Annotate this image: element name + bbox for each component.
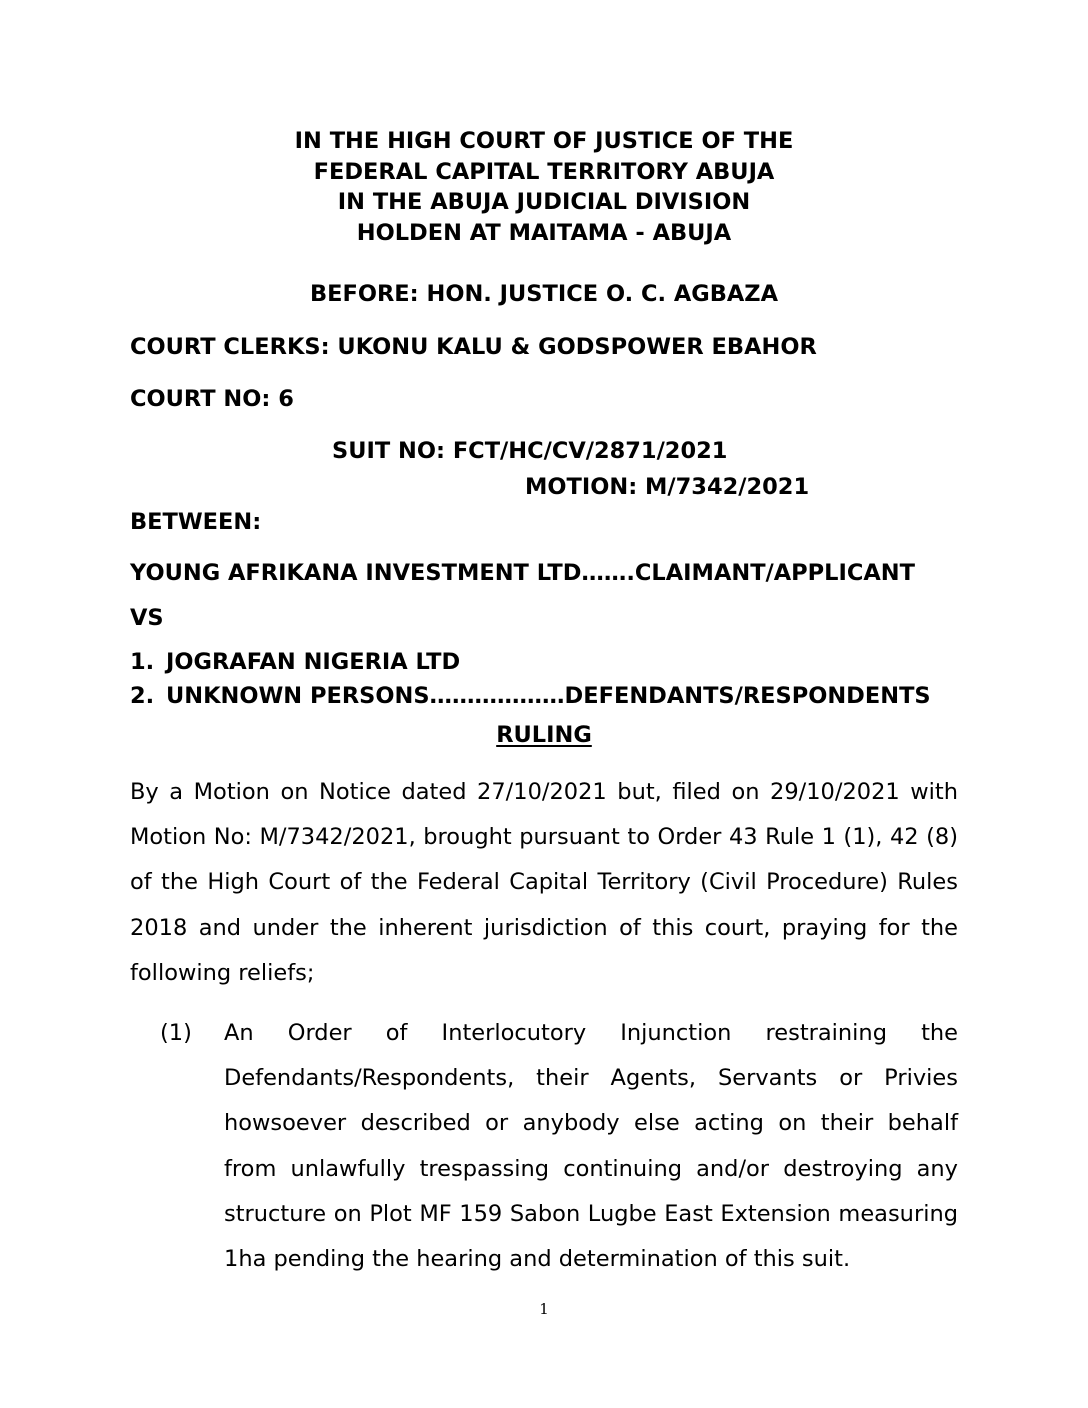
defendant-2-name: UNKNOWN PERSONS………………DEFENDANTS/RESPONDENTS xyxy=(166,683,931,709)
page-number: 1 xyxy=(539,1300,549,1318)
versus-label: VS xyxy=(130,605,164,631)
between-label: BETWEEN: xyxy=(130,509,262,535)
court-header-line-1: IN THE HIGH COURT OF JUSTICE OF THE xyxy=(294,128,794,154)
court-clerks: COURT CLERKS: UKONU KALU & GODSPOWER EBAHOR xyxy=(130,334,817,360)
defendant-2 xyxy=(130,681,931,711)
claimant-line: YOUNG AFRIKANA INVESTMENT LTD…….CLAIMANT/APPLICANT xyxy=(130,560,915,586)
defendant-2-number: 2. xyxy=(130,683,155,709)
defendant-1 xyxy=(130,647,460,677)
court-header xyxy=(0,126,1088,248)
ruling-title-text: RULING xyxy=(496,722,592,748)
court-header-line-4: HOLDEN AT MAITAMA - ABUJA xyxy=(356,219,732,246)
relief-text: An Order of Interlocutory Injunction restraining the Defendants/Respondents, their Agents, Servants or Privies howsoever described or anybody else acting on their behalf from unlawfully trespassing continuing and/or destroying any structure on Plot MF 159 Sabon Lugbe East Extension measuring 1ha pending the hearing and determination of this suit. xyxy=(224,1020,958,1273)
suit-number: SUIT NO: FCT/HC/CV/2871/2021 xyxy=(332,438,728,464)
motion-number: MOTION: M/7342/2021 xyxy=(525,474,810,500)
court-header-line-3: IN THE ABUJA JUDICIAL DIVISION xyxy=(337,189,751,215)
ruling-title xyxy=(0,720,1088,750)
relief-number: (1) xyxy=(160,1020,192,1046)
intro-paragraph: By a Motion on Notice dated 27/10/2021 but, filed on 29/10/2021 with Motion No: M/7342/2021, brought pursuant to Order 43 Rule 1 (1), 42 (8) of the High Court of the Federal Capital Territory (Civil Procedure) Rules 2018 and under the inherent jurisdiction of this court, praying for the following reliefs; xyxy=(130,779,958,986)
relief-item xyxy=(130,1011,958,1282)
before-judge: BEFORE: HON. JUSTICE O. C. AGBAZA xyxy=(309,281,779,307)
court-number: COURT NO: 6 xyxy=(130,386,294,412)
court-header-line-2: FEDERAL CAPITAL TERRITORY ABUJA xyxy=(313,158,775,185)
defendant-1-number: 1. xyxy=(130,649,155,675)
defendant-1-name: JOGRAFAN NIGERIA LTD xyxy=(166,649,461,675)
